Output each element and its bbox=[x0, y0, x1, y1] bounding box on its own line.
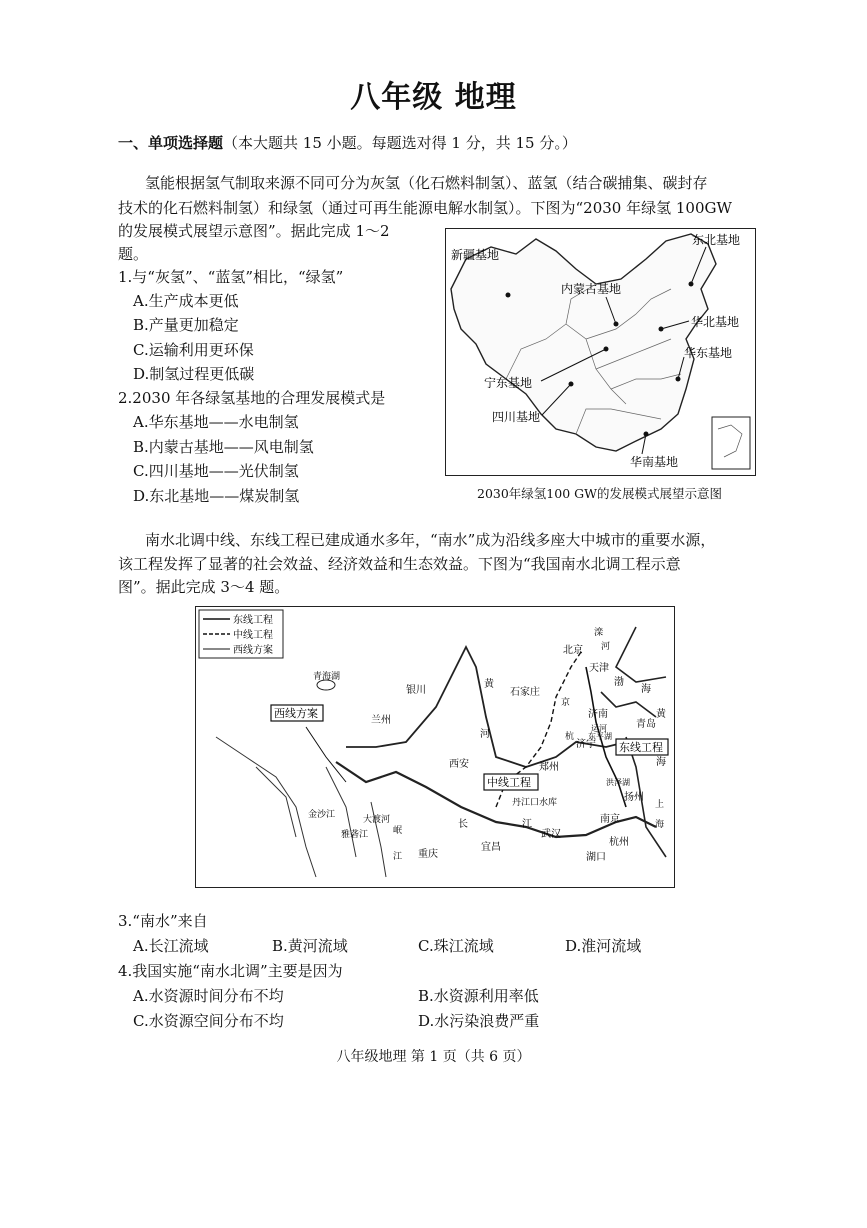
q4-option-b: B.水资源利用率低 bbox=[418, 987, 539, 1005]
map1-label-north-china: 华北基地 bbox=[691, 315, 740, 329]
place-yichang: 宜昌 bbox=[481, 842, 501, 853]
map1-label-inner-mongolia: 内蒙古基地 bbox=[561, 282, 622, 296]
q2-stem: 2.2030 年各绿氢基地的合理发展模式是 bbox=[118, 389, 386, 407]
label-jinsha-river: 金沙江 bbox=[308, 810, 336, 820]
hydrogen-base-map-drawing bbox=[446, 229, 755, 475]
legend-east-route: 东线工程 bbox=[233, 615, 273, 626]
label-grand-canal: 运河 bbox=[591, 724, 607, 733]
label-min-2: 江 bbox=[393, 852, 403, 862]
place-zhengzhou: 郑州 bbox=[539, 762, 559, 773]
section-note: （本大题共 15 小题。每题选对得 1 分，共 15 分。） bbox=[223, 134, 577, 152]
label-jinghang-2: 杭 bbox=[565, 732, 575, 742]
place-lanzhou: 兰州 bbox=[371, 715, 391, 726]
passage1-line3: 的发展模式展望示意图”。据此完成 1～2 bbox=[118, 222, 390, 240]
box-middle-route: 中线工程 bbox=[487, 776, 531, 789]
label-bohai-1: 渤 bbox=[614, 677, 624, 688]
page-footer: 八年级地理 第 1 页（共 6 页） bbox=[336, 1049, 531, 1065]
q3-option-a: A.长江流域 bbox=[133, 937, 209, 955]
label-hongze-lake: 洪泽湖 bbox=[606, 778, 630, 787]
q2-option-c: C.四川基地——光伏制氢 bbox=[133, 462, 299, 480]
label-dadu-river: 大渡河 bbox=[363, 815, 391, 825]
q3-option-b: B.黄河流域 bbox=[272, 937, 348, 955]
place-qingdao: 青岛 bbox=[636, 719, 656, 730]
label-luan-2: 河 bbox=[601, 642, 611, 652]
q2-option-a: A.华东基地——水电制氢 bbox=[133, 413, 299, 431]
legend-west-route: 西线方案 bbox=[233, 645, 273, 656]
passage1-line4: 题。 bbox=[118, 245, 149, 263]
label-jinghang-1: 京 bbox=[561, 698, 571, 708]
passage1-line1: 氢能根据氢气制取来源不同可分为灰氢（化石燃料制氢）、蓝氢（结合碳捕集、碳封存 bbox=[145, 174, 708, 192]
place-hangzhou: 杭州 bbox=[609, 837, 629, 848]
label-shanghai-2: 海 bbox=[655, 820, 665, 830]
map1-caption: 2030年绿氢100 GW的发展模式展望示意图 bbox=[477, 486, 722, 501]
label-shanghai-1: 上 bbox=[655, 800, 665, 810]
q1-option-b: B.产量更加稳定 bbox=[133, 316, 239, 334]
q1-option-a: A.生产成本更低 bbox=[133, 292, 239, 310]
passage2-line3: 图”。据此完成 3～4 题。 bbox=[118, 578, 290, 596]
section-title: 一、单项选择题 bbox=[118, 134, 224, 152]
section-heading bbox=[118, 132, 577, 153]
map1-label-east-china: 华东基地 bbox=[684, 346, 733, 360]
q4-option-a: A.水资源时间分布不均 bbox=[133, 987, 284, 1005]
passage2-line2: 该工程发挥了显著的社会效益、经济效益和生态效益。下图为“我国南水北调工程示意 bbox=[118, 555, 681, 573]
place-wuhan: 武汉 bbox=[541, 829, 561, 840]
q1-stem: 1.与“灰氢”、“蓝氢”相比，“绿氢” bbox=[118, 268, 344, 286]
q3-stem: 3.“南水”来自 bbox=[118, 912, 208, 930]
place-tianjin: 天津 bbox=[589, 663, 609, 674]
place-danjiangkou: 丹江口水库 bbox=[512, 798, 558, 808]
place-beijing: 北京 bbox=[563, 645, 583, 656]
label-he-1: 河 bbox=[480, 729, 490, 740]
q1-option-c: C.运输利用更环保 bbox=[133, 341, 254, 359]
label-yellow-sea-1: 黄 bbox=[656, 709, 666, 720]
place-yangzhou: 扬州 bbox=[624, 792, 644, 803]
label-bohai-2: 海 bbox=[641, 684, 651, 695]
label-yalong-river: 雅砻江 bbox=[341, 830, 369, 840]
label-luan-1: 滦 bbox=[594, 628, 604, 638]
q3-option-d: D.淮河流域 bbox=[565, 937, 642, 955]
place-nanjing: 南京 bbox=[600, 814, 620, 825]
map1-label-sichuan: 四川基地 bbox=[492, 410, 541, 424]
label-changjiang-1: 长 bbox=[458, 819, 468, 830]
label-dongping-2: 平 bbox=[596, 732, 604, 741]
passage2-line1: 南水北调中线、东线工程已建成通水多年，“南水”成为沿线多座大中城市的重要水源， bbox=[145, 531, 716, 549]
q2-option-d: D.东北基地——煤炭制氢 bbox=[133, 487, 300, 505]
label-huang-1: 黄 bbox=[484, 679, 494, 690]
q4-option-c: C.水资源空间分布不均 bbox=[133, 1012, 284, 1030]
q4-stem: 4.我国实施“南水北调”主要是因为 bbox=[118, 962, 343, 980]
place-qinghai-lake: 青海湖 bbox=[313, 672, 341, 682]
hydrogen-base-map bbox=[445, 228, 756, 476]
place-xian: 西安 bbox=[449, 759, 469, 770]
place-shijiazhuang: 石家庄 bbox=[510, 687, 540, 698]
box-east-route: 东线工程 bbox=[619, 741, 663, 754]
map1-label-northeast: 东北基地 bbox=[692, 233, 741, 247]
map1-label-ningdong: 宁东基地 bbox=[484, 376, 533, 390]
water-diversion-map bbox=[195, 606, 675, 888]
map1-label-south-china: 华南基地 bbox=[630, 455, 679, 469]
passage1-line2: 技术的化石燃料制氢）和绿氢（通过可再生能源电解水制氢）。下图为“2030 年绿氢 100GW bbox=[118, 199, 732, 217]
label-min-1: 岷 bbox=[393, 826, 403, 836]
water-diversion-map-drawing bbox=[196, 607, 674, 887]
q4-option-d: D.水污染浪费严重 bbox=[418, 1012, 540, 1030]
box-west-route: 西线方案 bbox=[274, 707, 318, 720]
label-dongping-3: 湖 bbox=[604, 732, 612, 741]
q3-option-c: C.珠江流域 bbox=[418, 937, 494, 955]
legend-middle-route: 中线工程 bbox=[233, 630, 273, 641]
page-title: 八年级 地理 bbox=[350, 80, 517, 115]
place-jining: 济宁 bbox=[576, 739, 596, 750]
place-jinan: 济南 bbox=[588, 709, 608, 720]
place-hukou: 湖口 bbox=[586, 852, 606, 863]
label-yellow-sea-2: 海 bbox=[656, 757, 666, 768]
q2-option-b: B.内蒙古基地——风电制氢 bbox=[133, 438, 314, 456]
label-changjiang-2: 江 bbox=[522, 819, 532, 830]
label-dongping-1: 东 bbox=[588, 732, 596, 741]
place-chongqing: 重庆 bbox=[418, 849, 438, 860]
map1-label-xinjiang: 新疆基地 bbox=[451, 248, 500, 262]
place-yinchuan: 银川 bbox=[406, 685, 426, 696]
q1-option-d: D.制氢过程更低碳 bbox=[133, 365, 255, 383]
